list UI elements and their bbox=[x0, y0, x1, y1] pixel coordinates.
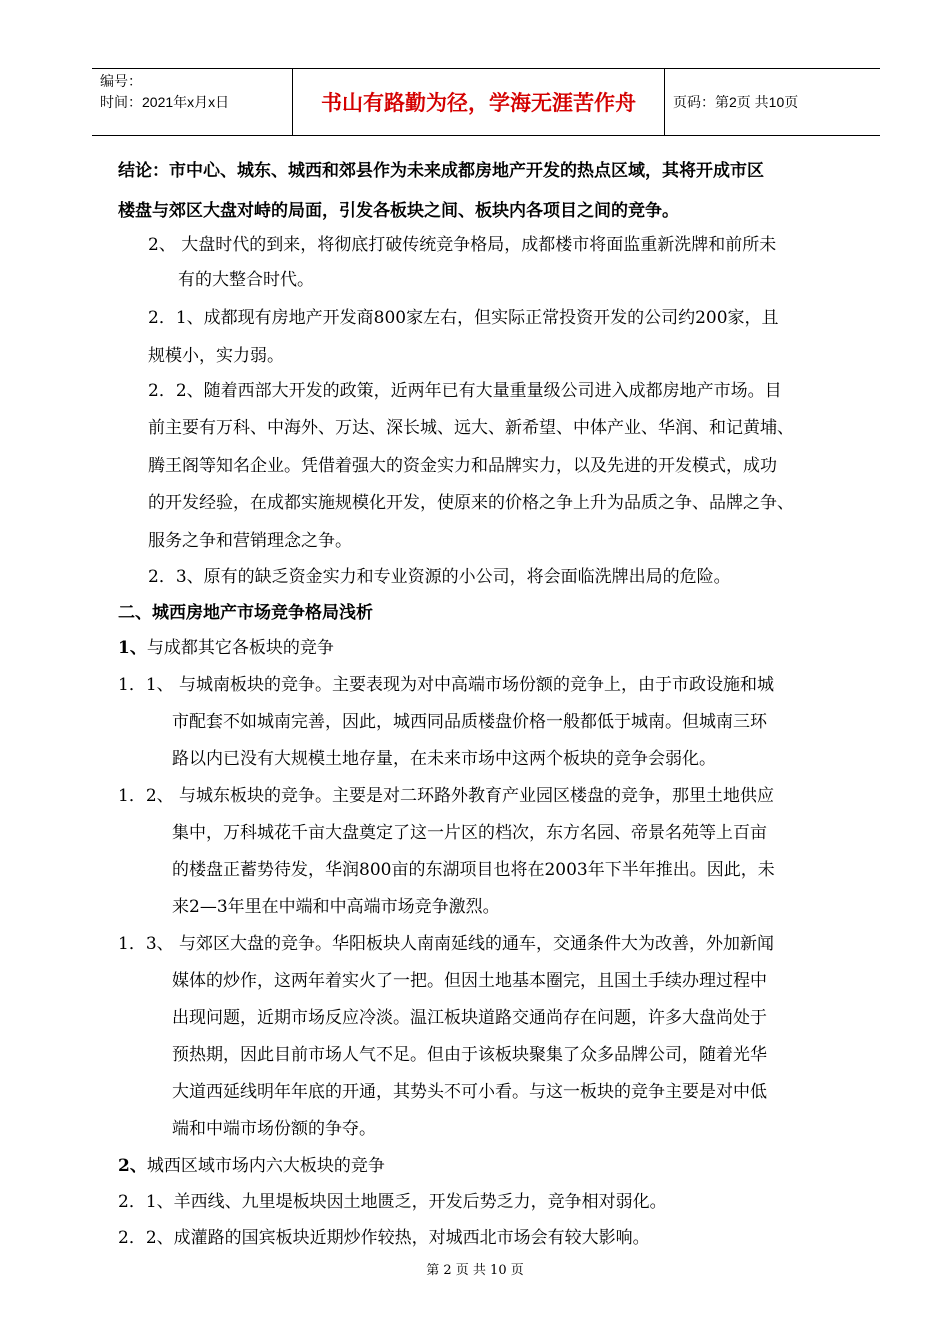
motto: 书山有路勤为径，学海无涯苦作舟 bbox=[293, 69, 665, 135]
conclusion-line-2: 楼盘与郊区大盘对峙的局面，引发各板块之间、板块内各项目之间的竞争。 bbox=[118, 201, 679, 221]
paragraph-line: 媒体的炒作，这两年着实火了一把。但因土地基本圈完，且国土手续办理过程中 bbox=[172, 971, 767, 991]
header-meta bbox=[92, 69, 293, 135]
paragraph-line: 的开发经验，在成都实施规模化开发，使原来的价格之争上升为品质之争、品牌之争、 bbox=[148, 493, 794, 513]
paragraph-line: 端和中端市场份额的争夺。 bbox=[172, 1119, 376, 1139]
paragraph-line: 有的大整合时代。 bbox=[178, 270, 314, 290]
subsection-heading bbox=[118, 637, 334, 659]
page-footer: 第 2 页 共 10 页 bbox=[426, 1263, 524, 1278]
conclusion-line-1: 结论：市中心、城东、城西和郊县作为未来成都房地产开发的热点区域，其将开成市区 bbox=[118, 161, 764, 181]
paragraph-line: 集中，万科城花千亩大盘奠定了这一片区的档次，东方名园、帝景名苑等上百亩 bbox=[172, 823, 767, 843]
paragraph-line: 服务之争和营销理念之争。 bbox=[148, 531, 352, 551]
page-info: 页码：第2页 共10页 bbox=[673, 94, 799, 110]
paragraph-line: 大道西延线明年年底的开通，其势头不可小看。与这一板块的竞争主要是对中低 bbox=[172, 1082, 767, 1102]
subsection-title: 城西区域市场内六大板块的竞争 bbox=[146, 1156, 385, 1176]
paragraph-line: 来2—3年里在中端和中高端市场竞争激烈。 bbox=[172, 897, 500, 917]
paragraph-line: 2．2、随着西部大开发的政策，近两年已有大量重量级公司进入成都房地产市场。目 bbox=[148, 381, 782, 401]
paragraph-line: 2．2、成灌路的国宾板块近期炒作较热，对城西北市场会有较大影响。 bbox=[118, 1228, 650, 1248]
subsection-heading bbox=[118, 1155, 385, 1177]
paragraph-line: 1．2、 与城东板块的竞争。主要是对二环路外教育产业园区楼盘的竞争，那里土地供应 bbox=[118, 786, 775, 806]
subsection-number: 2、 bbox=[118, 1156, 147, 1176]
paragraph-line: 1．1、 与城南板块的竞争。主要表现为对中高端市场份额的竞争上，由于市政设施和城 bbox=[118, 675, 775, 695]
number-label: 编号： bbox=[100, 73, 142, 89]
paragraph-line: 的楼盘正蓄势待发，华润800亩的东湖项目也将在2003年下半年推出。因此，未 bbox=[172, 860, 775, 880]
paragraph-line: 市配套不如城南完善，因此，城西同品质楼盘价格一般都低于城南。但城南三环 bbox=[172, 712, 767, 732]
paragraph-line: 2、 大盘时代的到来，将彻底打破传统竞争格局，成都楼市将面监重新洗牌和前所未 bbox=[148, 235, 777, 255]
page-header bbox=[92, 68, 880, 136]
paragraph-line: 腾王阁等知名企业。凭借着强大的资金实力和品牌实力，以及先进的开发模式，成功 bbox=[148, 456, 777, 476]
time-label: 时间：2021年x月x日 bbox=[100, 94, 230, 110]
paragraph-line: 规模小，实力弱。 bbox=[148, 346, 284, 366]
paragraph-line: 2．3、原有的缺乏资金实力和专业资源的小公司，将会面临洗牌出局的危险。 bbox=[148, 567, 731, 587]
section-heading: 二、城西房地产市场竞争格局浅析 bbox=[118, 603, 373, 623]
subsection-title: 与成都其它各板块的竞争 bbox=[146, 638, 334, 658]
paragraph-line: 路以内已没有大规模土地存量，在未来市场中这两个板块的竞争会弱化。 bbox=[172, 749, 716, 769]
subsection-number: 1、 bbox=[118, 638, 147, 658]
paragraph-line: 出现问题，近期市场反应冷淡。温江板块道路交通尚存在问题，许多大盘尚处于 bbox=[172, 1008, 767, 1028]
paragraph-line: 前主要有万科、中海外、万达、深长城、远大、新希望、中体产业、华润、和记黄埔、 bbox=[148, 418, 794, 438]
paragraph-line: 2．1、成都现有房地产开发商800家左右，但实际正常投资开发的公司约200家，且 bbox=[148, 308, 779, 328]
paragraph-line: 预热期，因此目前市场人气不足。但由于该板块聚集了众多品牌公司，随着光华 bbox=[172, 1045, 767, 1065]
paragraph-line: 2．1、羊西线、九里堤板块因土地匮乏，开发后势乏力，竞争相对弱化。 bbox=[118, 1192, 667, 1212]
paragraph-line: 1．3、 与郊区大盘的竞争。华阳板块人南南延线的通车，交通条件大为改善，外加新闻 bbox=[118, 934, 775, 954]
